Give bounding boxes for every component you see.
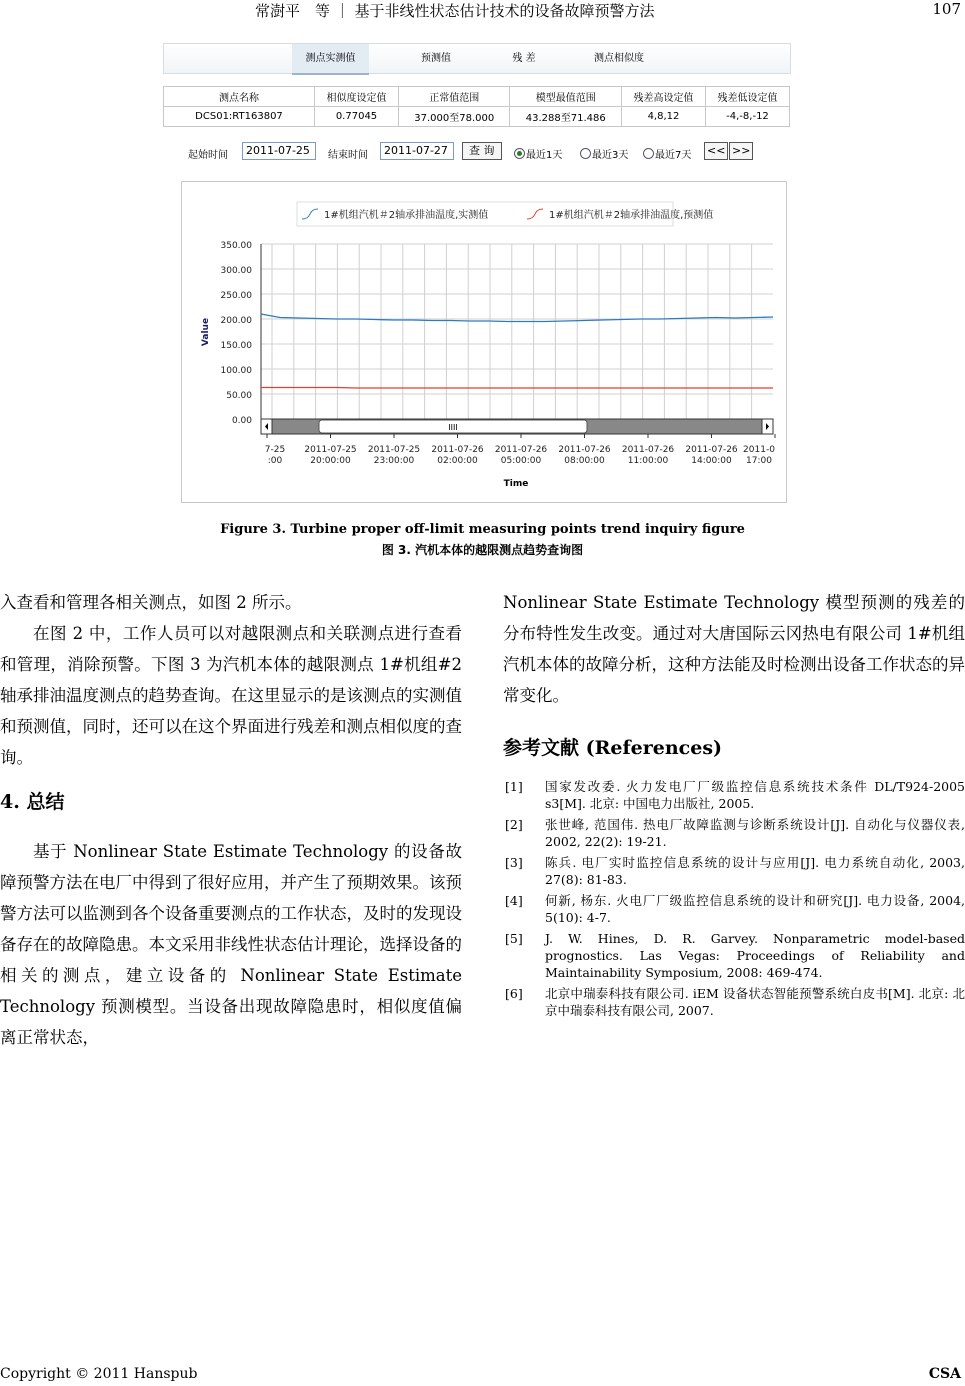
- trend-chart: [182, 182, 786, 502]
- x-tick-label: 23:00:00: [373, 456, 415, 466]
- reference-item: [503, 930, 965, 981]
- radio-label: 最近1天: [526, 150, 563, 161]
- y-tick-label: 100.00: [220, 366, 252, 376]
- cell: 4,8,12: [621, 107, 705, 127]
- reference-list: [503, 778, 965, 1019]
- next-button[interactable]: >>: [729, 142, 753, 160]
- th: 测点名称: [164, 87, 315, 107]
- reference-item: [503, 854, 965, 888]
- radio-1day[interactable]: [514, 146, 562, 161]
- y-tick-label: 300.00: [220, 266, 252, 276]
- tab-predicted[interactable]: 预测值: [421, 53, 451, 64]
- x-tick-label: 11:00:00: [627, 456, 669, 466]
- x-tick-label: 2011-07-26: [621, 445, 675, 455]
- caption-en: Figure 3. Turbine proper off-limit measuring points trend inquiry figure: [220, 522, 745, 537]
- reference-text: 北京中瑞泰科技有限公司. iEM 设备状态智能预警系统白皮书[M]. 北京: 北京中瑞泰科技有限公司, 2007.: [545, 986, 965, 1018]
- trend-chart-panel: [181, 181, 787, 503]
- right-column: [503, 587, 965, 1023]
- y-tick-label: 0.00: [231, 416, 252, 426]
- table-header-row: [164, 87, 790, 107]
- x-tick-label: 08:00:00: [564, 456, 605, 466]
- x-tick-label: 2011-07-26: [431, 445, 484, 455]
- th: 相似度设定值: [315, 87, 399, 107]
- caption-zh: 图 3. 汽机本体的越限测点趋势查询图: [381, 543, 584, 557]
- tab-bar: [163, 43, 791, 74]
- point-info-table: [163, 86, 790, 127]
- paragraph: Nonlinear State Estimate Technology 模型预测的残差的分布特性发生改变。通过对大唐国际云冈热电有限公司 1#机组汽机本体的故障分析，这种方法能及时检测出设备工作状态的异常变化。: [503, 593, 965, 705]
- reference-text: 张世峰, 范国伟. 热电厂故障监测与诊断系统设计[J]. 自动化与仪器仪表, 2002, 22(2): 19-21.: [545, 817, 965, 849]
- x-tick-label: 05:00:00: [500, 456, 542, 466]
- x-axis-label: Time: [503, 479, 529, 489]
- radio-icon: [643, 148, 654, 159]
- x-tick-label: 17:00: [746, 456, 772, 466]
- reference-text: J. W. Hines, D. R. Garvey. Nonparametric model-based prognostics. Las Vegas: Proceedings of Reliability and Maintainability Symposium, 2008: 469-474.: [545, 931, 965, 980]
- series-line-1: [261, 388, 773, 389]
- left-column: [0, 587, 462, 1053]
- end-date-input[interactable]: 2011-07-27: [380, 142, 454, 160]
- reference-item: [503, 778, 965, 812]
- paragraph: 在图 2 中，工作人员可以对越限测点和关联测点进行查看和管理，消除预警。下图 3 为汽机本体的越限测点 1#机组#2 轴承排油温度测点的趋势查询。在这里显示的是该测点的实测值和预测值，同时，还可以在这个界面进行残差和测点相似度的查询。: [0, 624, 462, 767]
- reference-key: [3]: [505, 855, 523, 870]
- x-tick-label: 2011-07-25: [304, 445, 357, 455]
- reference-key: [6]: [505, 986, 523, 1001]
- scrollbar-grip: IIII: [448, 423, 458, 432]
- radio-7day[interactable]: [643, 146, 691, 161]
- references-heading: 参考文献 (References): [503, 737, 723, 759]
- x-tick-label: 02:00:00: [437, 456, 478, 466]
- reference-key: [1]: [505, 779, 523, 794]
- running-header: [0, 0, 965, 22]
- journal-name: CSA: [928, 1366, 961, 1382]
- reference-key: [2]: [505, 817, 523, 832]
- cell: DCS01:RT163807: [164, 107, 315, 127]
- th: 残差高设定值: [621, 87, 705, 107]
- x-tick-label: 14:00:00: [691, 456, 732, 466]
- y-tick-label: 150.00: [220, 341, 252, 351]
- y-tick-label: 50.00: [226, 391, 252, 401]
- x-tick-label: 2011-0: [743, 445, 775, 455]
- prev-button[interactable]: <<: [704, 142, 728, 160]
- reference-text: 国家发改委. 火力发电厂厂级监控信息系统技术条件 DL/T924-2005 s3[M]. 北京: 中国电力出版社, 2005.: [545, 779, 965, 811]
- th: 模型最值范围: [510, 87, 622, 107]
- query-button[interactable]: 查 询: [462, 142, 502, 160]
- x-tick-label: :00: [267, 456, 283, 466]
- radio-label: 最近3天: [592, 150, 629, 161]
- x-tick-label: 2011-07-25: [367, 445, 421, 455]
- y-tick-label: 250.00: [220, 291, 252, 301]
- section-heading: 4. 总结: [0, 791, 65, 813]
- legend-label: 1#机组汽机＃2轴承排油温度,实测值: [324, 210, 489, 221]
- y-tick-label: 350.00: [220, 241, 252, 251]
- cell: -4,-8,-12: [705, 107, 789, 127]
- cell: 37.000至78.000: [398, 107, 510, 127]
- reference-item: [503, 985, 965, 1019]
- x-tick-label: 2011-07-26: [558, 445, 611, 455]
- tab-residual[interactable]: 残 差: [512, 53, 536, 64]
- tab-similarity[interactable]: 测点相似度: [594, 53, 644, 64]
- tab-measured[interactable]: 测点实测值: [292, 44, 369, 75]
- legend-label: 1#机组汽机＃2轴承排油温度,预测值: [549, 210, 714, 221]
- x-tick-label: 2011-07-26: [494, 445, 548, 455]
- y-axis-label: Value: [201, 317, 211, 347]
- x-tick-label: 7-25: [264, 445, 286, 455]
- y-tick-label: 200.00: [220, 316, 252, 326]
- radio-label: 最近7天: [655, 150, 692, 161]
- paragraph: 基于 Nonlinear State Estimate Technology 的设备故障预警方法在电厂中得到了很好应用，并产生了预期效果。该预警方法可以监测到各个设备重要测点的工作状态，及时的发现设备存在的故障隐患。本文采用非线性状态估计理论，选择设备的相关的测点，建立设备的 Nonlinear State Estimate Technology 预测模型。当设备出现故障隐患时，相似度值偏离正常状态，: [0, 842, 462, 1047]
- radio-3day[interactable]: [580, 146, 628, 161]
- x-tick-label: 2011-07-26: [685, 445, 738, 455]
- radio-checked-icon: [514, 148, 525, 159]
- start-label: 起始时间: [188, 150, 228, 161]
- reference-text: 何新, 杨东. 火电厂厂级监控信息系统的设计和研究[J]. 电力设备, 2004, 5(10): 4-7.: [545, 893, 965, 925]
- cell: 0.77045: [315, 107, 399, 127]
- paragraph: 入查看和管理各相关测点，如图 2 所示。: [0, 593, 302, 612]
- cell: 43.288至71.486: [510, 107, 622, 127]
- radio-icon: [580, 148, 591, 159]
- end-label: 结束时间: [328, 150, 368, 161]
- reference-key: [5]: [505, 931, 523, 946]
- reference-item: [503, 892, 965, 926]
- chart-scrollbar[interactable]: [261, 419, 773, 434]
- th: 正常值范围: [398, 87, 510, 107]
- table-row: [164, 107, 790, 127]
- page-number: 107: [932, 0, 961, 18]
- th: 残差低设定值: [705, 87, 789, 107]
- reference-item: [503, 816, 965, 850]
- start-date-input[interactable]: 2011-07-25: [242, 142, 316, 160]
- query-bar: [188, 142, 768, 164]
- copyright: Copyright © 2011 Hanspub: [0, 1366, 198, 1382]
- x-tick-label: 20:00:00: [310, 456, 351, 466]
- header-title: 常澍平 等 ｜ 基于非线性状态估计技术的设备故障预警方法: [255, 2, 655, 20]
- reference-text: 陈兵. 电厂实时监控信息系统的设计与应用[J]. 电力系统自动化, 2003, 27(8): 81-83.: [545, 855, 965, 887]
- reference-key: [4]: [505, 893, 523, 908]
